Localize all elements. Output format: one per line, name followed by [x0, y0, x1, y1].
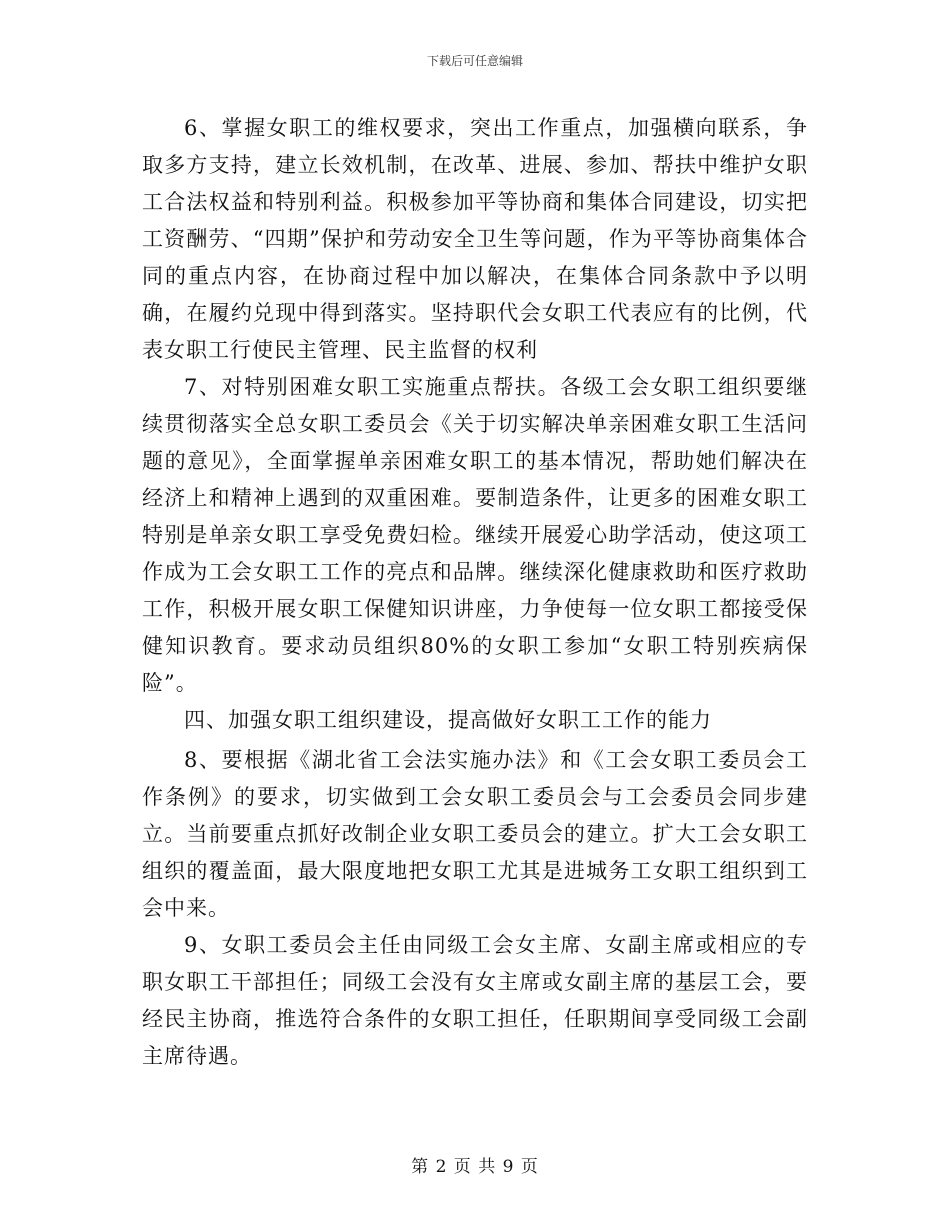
paragraph-item-6: 6、掌握女职工的维权要求，突出工作重点，加强横向联系，争取多方支持，建立长效机制，在改革、进展、参加、帮扶中维护女职工合法权益和特别利益。积极参加平等协商和集体合同建设，切实把工资酬劳、“四期”保护和劳动安全卫生等问题，作为平等协商集体合同的重点内容，在协商过程中加以解决，在集体合同条款中予以明确，在履约兑现中得到落实。坚持职代会女职工代表应有的比例，代表女职工行使民主管理、民主监督的权利: [142, 116, 808, 362]
section-heading-4: 四、加强女职工组织建设，提高做好女职工工作的能力: [184, 708, 712, 732]
document-body: [142, 110, 808, 1075]
paragraph-item-8: 8、要根据《湖北省工会法实施办法》和《工会女职工委员会工作条例》的要求，切实做到工会女职工委员会与工会委员会同步建立。当前要重点抓好改制企业女职工委员会的建立。扩大工会女职工组织的覆盖面，最大限度地把女职工尤其是进城务工女职工组织到工会中来。: [142, 748, 808, 920]
page-header-note: 下载后可任意编辑: [426, 54, 523, 68]
paragraph-item-9: 9、女职工委员会主任由同级工会女主席、女副主席或相应的专职女职工干部担任；同级工会没有女主席或女副主席的基层工会，要经民主协商，推选符合条件的女职工担任，任职期间享受同级工会副主席待遇。: [142, 933, 808, 1068]
paragraph-item-7: 7、对特别困难女职工实施重点帮扶。各级工会女职工组织要继续贯彻落实全总女职工委员会《关于切实解决单亲困难女职工生活问题的意见》，全面掌握单亲困难女职工的基本情况，帮助她们解决在经济上和精神上遇到的双重困难。要制造条件，让更多的困难女职工特别是单亲女职工享受免费妇检。继续开展爱心助学活动，使这项工作成为工会女职工工作的亮点和品牌。继续深化健康救助和医疗救助工作，积极开展女职工保健知识讲座，力争使每一位女职工都接受保健知识教育。要求动员组织80%的女职工参加“女职工特别疾病保险”。: [142, 375, 808, 695]
page-number-footer: 第 2 页 共 9 页: [411, 1157, 539, 1177]
